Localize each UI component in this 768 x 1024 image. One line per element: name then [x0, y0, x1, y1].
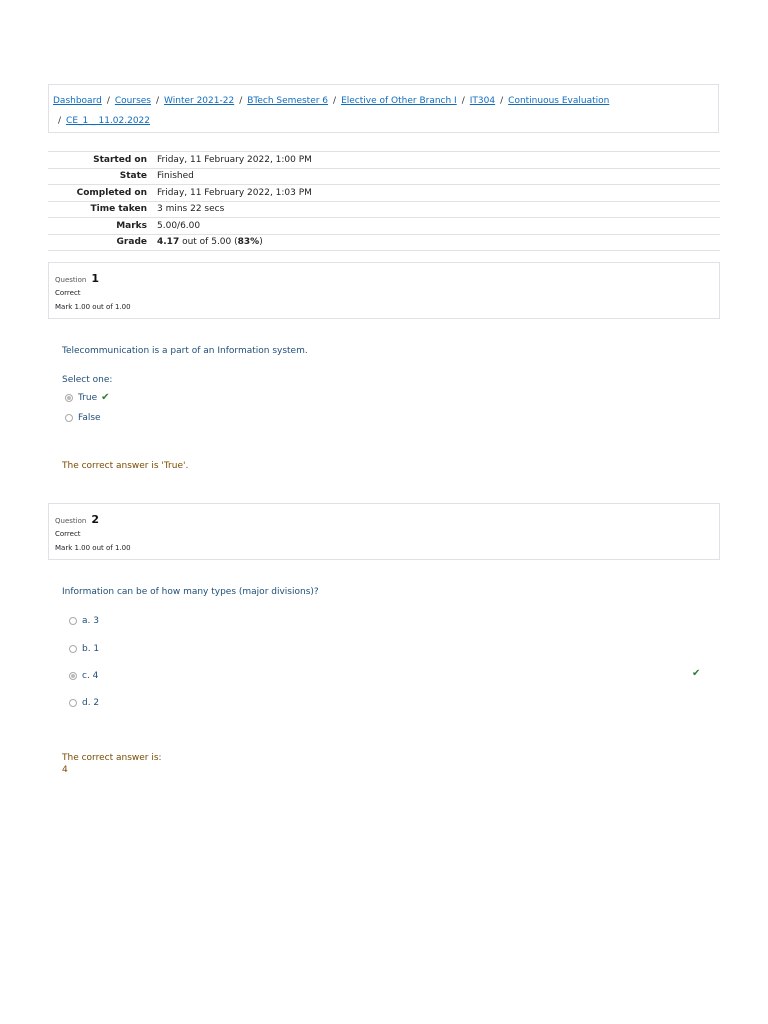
summary-row-time-taken: [48, 201, 720, 218]
question-mark: Mark 1.00 out of 1.00: [55, 544, 131, 552]
question-1-info: [48, 262, 720, 319]
option-label: b. 1: [82, 644, 100, 654]
q2-option-a[interactable]: [69, 616, 99, 626]
breadcrumb: Dashboard / Courses / Winter 2021-22 / BTech Semester 6 / Elective of Other Branch I / IT304 / Continuous Evaluation / CE_1 _ 11.02.2022: [48, 84, 719, 133]
question-1-prompt: Select one:: [62, 375, 113, 385]
question-number: 1: [91, 272, 100, 285]
question-number: 2: [91, 513, 100, 526]
summary-row-marks: [48, 218, 720, 235]
question-1-correct-answer: The correct answer is 'True'.: [62, 461, 189, 471]
option-label: a. 3: [82, 616, 99, 626]
question-2-text: Information can be of how many types (major divisions)?: [62, 587, 319, 597]
question-mark: Mark 1.00 out of 1.00: [55, 303, 131, 311]
grade-close: ): [259, 237, 263, 248]
question-state: Correct: [55, 289, 81, 297]
summary-value: 5.00/6.00: [157, 220, 201, 231]
breadcrumb-semester[interactable]: BTech Semester 6: [247, 96, 329, 106]
radio-button[interactable]: [65, 394, 73, 402]
summary-label: Completed on: [76, 187, 147, 198]
radio-button[interactable]: [69, 672, 77, 680]
breadcrumb-dashboard[interactable]: Dashboard: [53, 96, 102, 106]
summary-value: Friday, 11 February 2022, 1:00 PM: [157, 154, 312, 165]
grade-total: out of 5.00 (: [179, 237, 238, 248]
grade-score: 4.17: [157, 237, 180, 248]
summary-label: Grade: [116, 237, 147, 248]
radio-button[interactable]: [69, 617, 77, 625]
summary-value: 3 mins 22 secs: [157, 204, 225, 215]
question-1-text: Telecommunication is a part of an Information system.: [62, 346, 308, 356]
answer-heading: The correct answer is:: [62, 753, 162, 763]
check-icon: ✔: [101, 392, 110, 403]
breadcrumb-courses[interactable]: Courses: [114, 96, 151, 106]
q2-option-d[interactable]: [69, 698, 99, 708]
grade-percent: 83%: [237, 237, 260, 248]
summary-label: Started on: [93, 154, 147, 165]
summary-row-completed: [48, 185, 720, 202]
breadcrumb-course-code[interactable]: IT304: [469, 96, 496, 106]
option-label: False: [78, 413, 101, 423]
radio-button[interactable]: [65, 414, 73, 422]
breadcrumb-quiz[interactable]: CE_1 _ 11.02.2022: [66, 116, 150, 126]
radio-button[interactable]: [69, 699, 77, 707]
summary-value: Finished: [157, 171, 194, 182]
breadcrumb-continuous-evaluation[interactable]: Continuous Evaluation: [508, 96, 610, 106]
q1-option-true[interactable]: [65, 392, 110, 403]
option-label: d. 2: [82, 698, 100, 708]
summary-label: State: [119, 171, 147, 182]
summary-value: [157, 234, 720, 251]
q2-option-c[interactable]: [69, 671, 98, 681]
breadcrumb-winter[interactable]: Winter 2021-22: [164, 96, 235, 106]
summary-value: Friday, 11 February 2022, 1:03 PM: [157, 187, 312, 198]
summary-label: Marks: [116, 220, 147, 231]
summary-row-started: [48, 152, 720, 169]
summary-label: Time taken: [90, 204, 147, 215]
summary-row-grade: [48, 234, 720, 251]
option-label: True: [78, 392, 98, 403]
q2-option-b[interactable]: [69, 644, 99, 654]
check-icon: ✔: [692, 668, 701, 679]
option-label: c. 4: [82, 671, 99, 681]
q1-option-false[interactable]: [65, 413, 101, 423]
radio-button[interactable]: [69, 645, 77, 653]
question-state: Correct: [55, 530, 81, 538]
summary-row-state: [48, 168, 720, 185]
breadcrumb-elective[interactable]: Elective of Other Branch I: [341, 96, 457, 106]
question-2-info: [48, 503, 720, 560]
attempt-summary-table: [48, 151, 720, 251]
question-2-correct-answer: [62, 752, 162, 776]
question-label: Question: [55, 276, 87, 284]
question-label: Question: [55, 517, 87, 525]
answer-value: 4: [62, 765, 68, 775]
